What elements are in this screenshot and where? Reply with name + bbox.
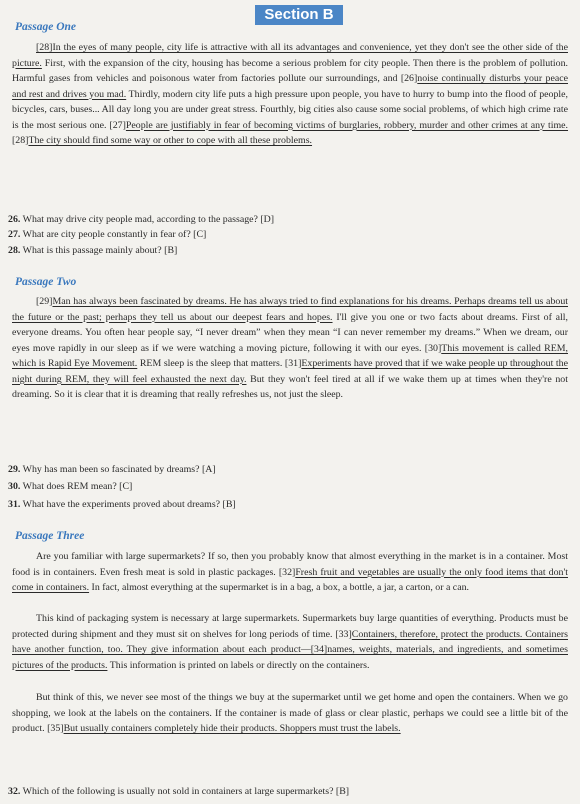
text-run: Are you familiar with large supermarkets? If so, then you probably know that almost everything in the market is in a container. Most food is in containers. Even fresh meat is sold in plastic packages. [32] — [12, 551, 568, 578]
text-run: In fact, almost everything at the supermarket is in a bag, a box, a bottle, a jar, a carton, or a can. — [89, 582, 469, 593]
text-run: First, with the expansion of the city, housing has become a serious problem for city people. Then there is the problem of pollution. Harmful gases from vehicles and poisonous water from factories pollute our surroundings, and [26] — [12, 57, 568, 84]
text-run: The city should find some way or other to cope with all these problems. — [28, 135, 313, 146]
text-run: But usually containers completely hide their products. Shoppers must trust the labels. — [63, 723, 401, 734]
question-32 — [8, 785, 568, 798]
question-number: 29. — [8, 464, 21, 475]
passage-three-paragraph-3 — [12, 690, 568, 737]
question-text: What does REM mean? [C] — [22, 481, 133, 492]
question-number: 28. — [8, 245, 21, 256]
text-run: I'll give you one or two facts about dreams. First of all, everyone dreams. You often hear people say, “I never dream” when they mean “I can never remember my dreams.” When we dream, our eyes move rapidly in our sleep as if we were watching a moving picture, following it with our eyes. [30] — [12, 311, 569, 354]
text-run: noise continually disturbs your peace and rest and drives you mad. — [12, 73, 568, 100]
text-run: This information is printed on labels or directly on the containers. — [107, 659, 370, 671]
question-number: 31. — [8, 499, 21, 510]
text-run: REM sleep is the sleep that matters. [31] — [137, 358, 302, 369]
question-28 — [8, 244, 568, 257]
question-number: 27. — [8, 229, 21, 240]
question-27 — [8, 228, 568, 241]
question-text: Why has man been so fascinated by dreams? [A] — [22, 464, 216, 475]
question-text: Which of the following is usually not sold in containers at large supermarkets? [B] — [22, 786, 350, 797]
text-run: [28]In the eyes of many people, city life is attractive with all its advantages and convenience, yet they don't see the other side of the picture. — [12, 42, 568, 69]
question-30 — [8, 480, 568, 493]
passage-two-title: Passage Two — [15, 276, 77, 288]
question-31 — [8, 498, 568, 511]
question-text: What is this passage mainly about? [B] — [22, 245, 178, 256]
text-run: This movement is called REM, which is Rapid Eye Movement. — [12, 342, 568, 369]
passage-one-title: Passage One — [15, 21, 77, 33]
text-run: Thirdly, modern city life puts a high pressure upon people, you have to hurry to bump into the flood of people, bicycles, cars, buses... All day long you are under great stress. Fourthly, big cities also cause some social problems, of which high crime rate is the most serious one. [27] — [12, 88, 568, 131]
text-run: [29] — [36, 296, 53, 307]
section-title: Section B — [255, 5, 343, 25]
text-run: Fresh fruit and vegetables are usually the only food items that don't come in containers. — [12, 566, 568, 593]
text-run: But they won't feel tired at all if we wake them up at times when they're not dreaming. So it is clear that it is dreaming that really refreshes us, not just the sleep. — [12, 373, 568, 400]
passage-two-paragraph — [12, 294, 568, 403]
question-text: What are city people constantly in fear of? [C] — [22, 229, 207, 240]
text-run: This kind of packaging system is necessary at large supermarkets. Supermarkets buy large quantities of everything. Products must be protected during shipment and they must sit on shelves for long periods of time. [33] — [12, 613, 568, 640]
text-run: People are justifiably in fear of becoming victims of burglaries, robbery, murder and other crimes at any time. — [125, 119, 569, 131]
question-29 — [8, 463, 568, 476]
question-text: What have the experiments proved about dreams? [B] — [22, 499, 236, 510]
question-text: What may drive city people mad, according to the passage? [D] — [22, 214, 275, 225]
question-number: 30. — [8, 481, 21, 492]
text-run: [28] — [12, 135, 29, 146]
text-run: Experiments have proved that if we wake people up throughout the night during REM, they will feel exhausted the next day. — [12, 358, 568, 385]
question-number: 26. — [8, 214, 21, 225]
question-number: 32. — [8, 786, 21, 797]
passage-three-paragraph-1 — [12, 549, 568, 596]
passage-one-paragraph — [12, 40, 568, 149]
text-run: Containers, therefore, protect the products. Containers have another function, too. They give information about each product—[34]names, weights, materials, and ingredients, and sometimes pictures of the products. — [12, 628, 568, 671]
passage-three-title: Passage Three — [15, 530, 85, 542]
passage-three-paragraph-2 — [12, 611, 568, 673]
text-run: Man has always been fascinated by dreams. He has always tried to find explanations for his dreams. Perhaps dreams tell us about the future or the past; perhaps they tell us about our deepest fears and hopes. — [12, 296, 568, 323]
question-26 — [8, 213, 568, 226]
text-run: But think of this, we never see most of the things we buy at the supermarket until we get home and open the containers. When we go shopping, we look at the labels on the containers. If the container is made of glass or clear plastic, perhaps we could see a little bit of the product. [35] — [12, 692, 568, 734]
